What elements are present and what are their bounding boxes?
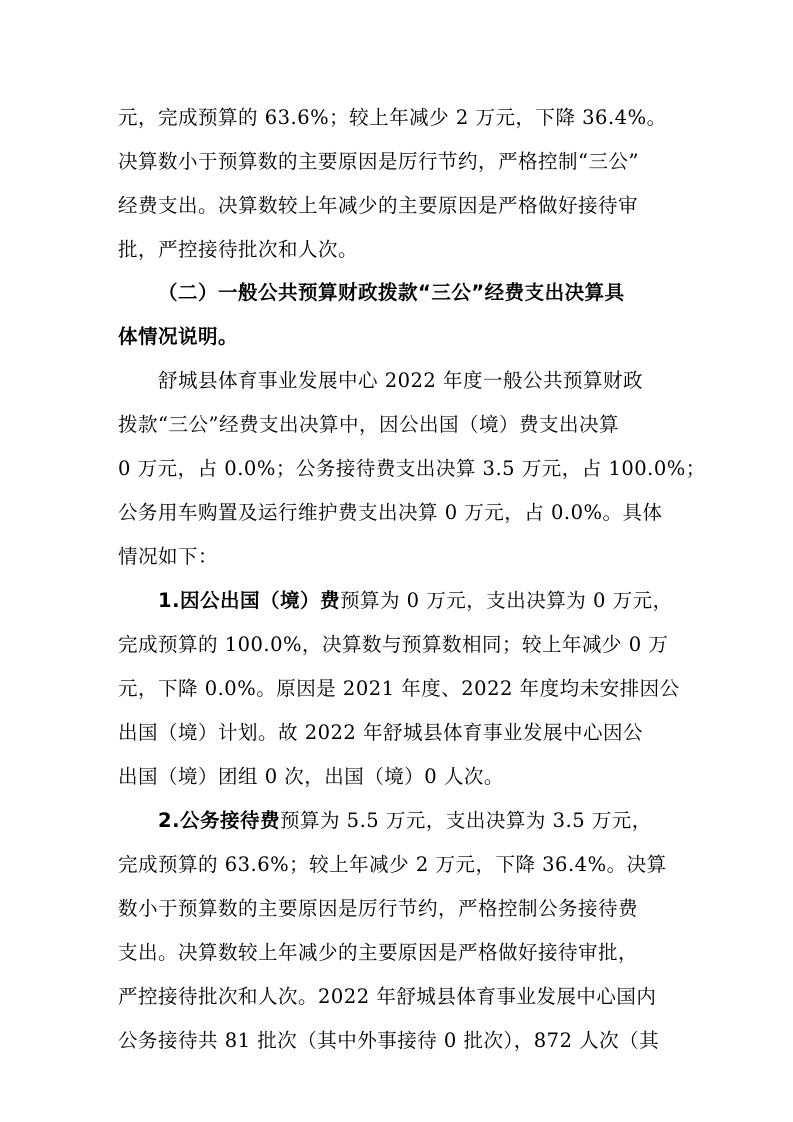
paragraph-line: 出国（境）计划。故 2022 年舒城县体育事业发展中心因公: [118, 721, 644, 744]
paragraph-line: 公务接待共 81 批次（其中外事接待 0 批次），872 人次（其: [118, 1029, 660, 1052]
paragraph-line: 批，严控接待批次和人次。: [118, 238, 359, 261]
item-2-line: [158, 809, 678, 833]
paragraph-line: 0 万元，占 0.0%；公务接待费支出决算 3.5 万元，占 100.0%；: [118, 457, 706, 480]
paragraph-line: 支出。决算数较上年减少的主要原因是严格做好接待审批，: [118, 941, 639, 964]
section-heading-continued: 体情况说明。: [118, 325, 239, 348]
item-1-text: 预算为 0 万元，支出决算为 0 万元，: [339, 589, 673, 612]
paragraph-line: 数小于预算数的主要原因是厉行节约，严格控制公务接待费: [118, 897, 639, 920]
paragraph-line: 出国（境）团组 0 次，出国（境）0 人次。: [118, 765, 504, 788]
paragraph-line: 情况如下：: [118, 545, 219, 568]
paragraph-line: 拨款“三公”经费支出决算中，因公出国（境）费支出决算: [118, 413, 619, 436]
item-1-label: 1.因公出国（境）费: [158, 589, 340, 612]
paragraph-line: 元，下降 0.0%。原因是 2021 年度、2022 年度均未安排因公: [118, 677, 680, 700]
section-heading: （二）一般公共预算财政拨款“三公”经费支出决算具: [158, 281, 625, 304]
paragraph-line: 严控接待批次和人次。2022 年舒城县体育事业发展中心国内: [118, 985, 657, 1008]
item-2-text: 预算为 5.5 万元，支出决算为 3.5 万元，: [279, 809, 652, 832]
paragraph-line: 舒城县体育事业发展中心 2022 年度一般公共预算财政: [158, 369, 644, 392]
paragraph-line: 完成预算的 63.6%；较上年减少 2 万元，下降 36.4%。决算: [118, 853, 667, 876]
paragraph-line: 公务用车购置及运行维护费支出决算 0 万元，占 0.0%。具体: [118, 501, 663, 524]
item-1-line: [158, 589, 678, 613]
paragraph-line: 经费支出。决算数较上年减少的主要原因是严格做好接待审: [118, 194, 639, 217]
paragraph-line: 元，完成预算的 63.6%；较上年减少 2 万元，下降 36.4%。: [118, 106, 667, 129]
paragraph-line: 完成预算的 100.0%，决算数与预算数相同；较上年减少 0 万: [118, 633, 669, 656]
paragraph-line: 决算数小于预算数的主要原因是厉行节约，严格控制“三公”: [118, 150, 639, 173]
item-2-label: 2.公务接待费: [158, 809, 280, 832]
